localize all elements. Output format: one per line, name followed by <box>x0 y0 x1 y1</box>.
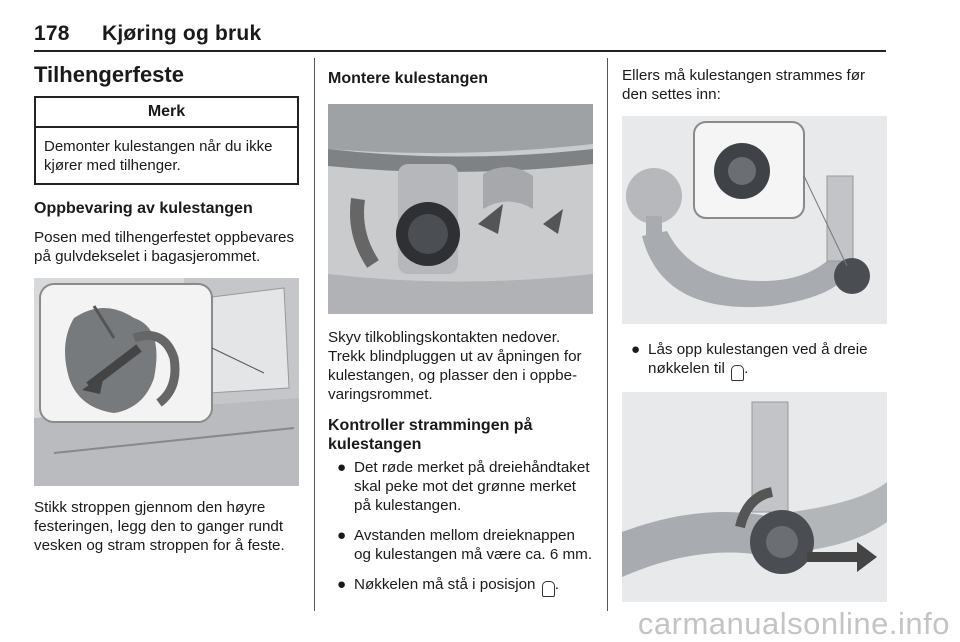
column-divider-1 <box>314 58 315 611</box>
list-item: ● Nøkkelen må stå i posisjon . <box>328 575 593 597</box>
list-item: ● Det røde merket på dreiehåndtaket skal peke mot det grønne merket på kulestangen. <box>337 459 590 514</box>
mount-paragraph: Skyv tilkoblingskontakten nedover. Trekk blindpluggen ut av åpningen for kulestangen, og plasser den i oppbevaringsrommet. <box>328 329 582 403</box>
check-list <box>328 458 593 597</box>
unlock-list <box>622 340 887 381</box>
section-title-montere: Montere kulestangen <box>328 70 489 87</box>
storage-paragraph: Posen med tilhengerfestet oppbevares på gulvdekselet i bagasjerommet. <box>34 229 295 265</box>
rear-bumper-illustration <box>328 104 593 314</box>
lock-position-icon <box>542 581 555 597</box>
bullet-icon: ● <box>337 576 347 593</box>
column-3 <box>622 62 887 602</box>
heading-storage: Oppbevaring av kulestangen <box>34 200 253 217</box>
towbar-key-illustration <box>622 116 887 324</box>
list-item: ● Lås opp kulestangen ved å dreie nøkkelen til . <box>622 340 887 381</box>
unlock-position-icon <box>731 365 744 381</box>
tension-paragraph: Ellers må kulestangen strammes før den settes inn: <box>622 67 866 103</box>
section-title-tilhengerfeste: Tilhengerfeste <box>34 62 184 87</box>
page-header <box>34 22 261 46</box>
bullet-icon: ● <box>631 341 641 358</box>
header-rule <box>34 50 886 52</box>
towbar-knob-illustration <box>622 392 887 602</box>
list-item: ● Avstanden mellom dreieknappen og kulestangen må være ca. 6 mm. <box>337 527 593 563</box>
note-text: Demonter kulestangen når du ikke kjører med tilhenger. <box>44 138 273 174</box>
chapter-title: Kjøring og bruk <box>102 22 262 45</box>
note-title: Merk <box>36 98 297 128</box>
heading-check-tension: Kontroller strammingen på kulestangen <box>328 417 533 453</box>
bullet-icon: ● <box>337 527 347 544</box>
trunk-bag-illustration <box>34 278 299 486</box>
watermark: carmanualsonline.info <box>637 606 950 641</box>
column-1 <box>34 62 299 555</box>
note-box <box>34 96 299 185</box>
column-divider-2 <box>607 58 608 611</box>
strap-paragraph: Stikk stroppen gjennom den høyre festeringen, legg den to ganger rundt vesken og stram stroppen for å feste. <box>34 499 285 554</box>
column-2 <box>328 62 593 608</box>
page-number: 178 <box>34 22 70 45</box>
bullet-icon: ● <box>337 459 347 476</box>
